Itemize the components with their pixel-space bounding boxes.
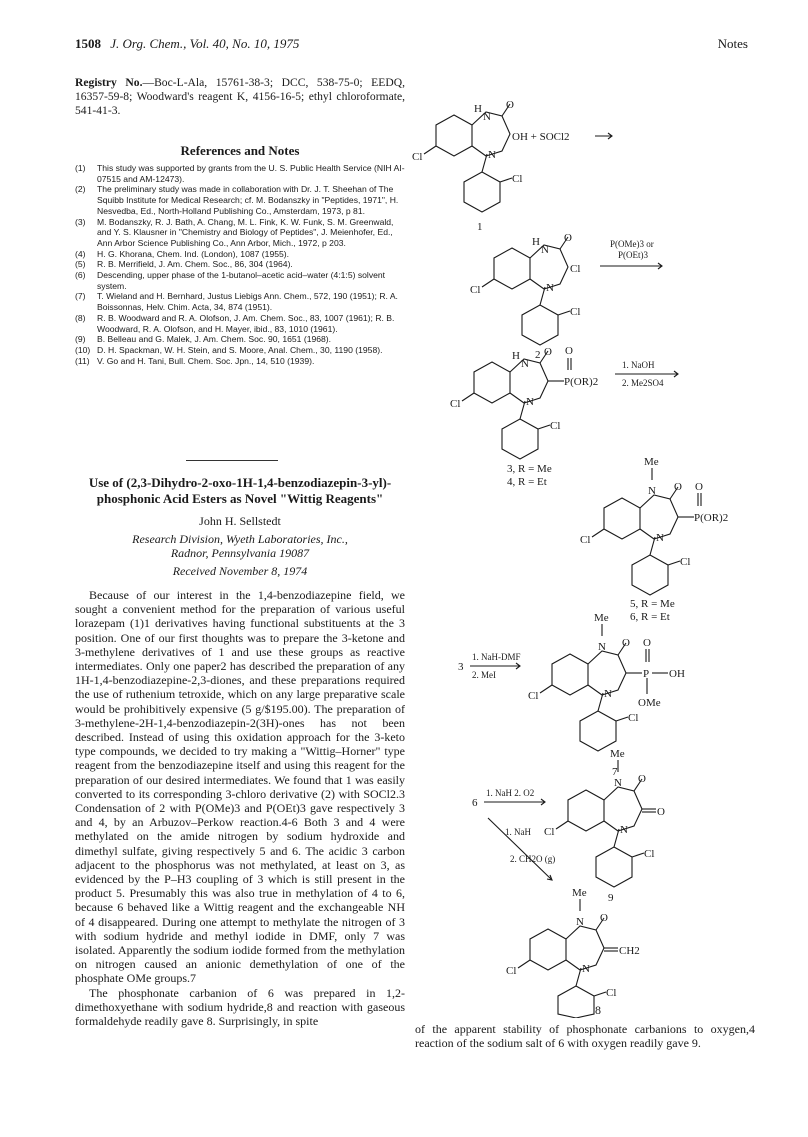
atom-Cl: Cl <box>550 420 561 432</box>
atom-N: N <box>488 149 496 161</box>
reference-item <box>75 291 405 312</box>
reference-text: D. H. Spackman, W. H. Stein, and S. Moore, Anal. Chem., 30, 1190 (1958). <box>97 344 383 355</box>
atom-Cl: Cl <box>570 306 581 318</box>
compound-label-7: 7 <box>612 766 618 778</box>
structure-3-4 <box>462 351 571 459</box>
atom-O: O <box>657 806 665 818</box>
reference-number: (3) <box>75 216 86 227</box>
reference-number: (11) <box>75 355 90 366</box>
section-divider <box>186 460 278 461</box>
atom-O: O <box>564 232 572 244</box>
atom-O: O <box>506 99 514 111</box>
registry-numbers <box>75 76 405 118</box>
atom-N: N <box>604 688 612 700</box>
affiliation <box>75 532 405 560</box>
reference-item <box>75 259 405 270</box>
atom-N: N <box>656 532 664 544</box>
reference-number: (4) <box>75 248 86 259</box>
paragraph: Because of our interest in the 1,4-benzodiazepine field, we sought a convenient method for the preparation of various useful lorazepam (1)1 derivatives having functional substituents at the 3 position. One of our first thoughts was to prepare the 3-ketone and 3-methylene derivatives of 1 and use these groups as reactive intermediates. Only one paper2 has described the preparation of any 1H-1,4-benzodiazepine-2,3-diones, and these preparations required the use of ruthenium tetroxide, which on any large preparative scale would be prohibitively expensive (5 g/$195.00). The preparation of 3-methylene-2H-1,4-benzodiazepin-2(3H)-ones has not been described. Instead of using this oxidation approach for the 3-keto type compounds, we decided to try making a "Wittig–Horner" type reagent from the benzodiazepine itself and using this reagent for the preparation of our desired intermediates. We found that 1 was easily converted to its corresponding 3-chloro derivative (2) with SOCl2.3 Condensation of 2 with P(OMe)3 and P(OEt)3 gave respectively 3 and 4, by an Arbuzov–Perkow reaction.4-6 Both 3 and 4 were methylated on the amide nitrogen by sodium hydroxide and dimethyl sulfate, giving respectively 5 and 6. The acidic 3 carbon adjacent to the phosphorus was not methylated, at least on 3, as evidenced by the P–H3 coupling of 3 which is still present in the product 5. Presumably this was also true in methylation of 4 to 6, because 6 behaved like a Wittig reagent and the exchangeable NH of 4 disappeared. During one attempt to methylate the nitrogen of 3 with sodium hydride and methyl iodide in DMF, only 7 was isolated. Apparently the sodium iodide formed from the methylation on nitrogen caused an anionic demethylation of one of the phosphate OMe groups.7 <box>75 588 405 986</box>
compound-label-9: 9 <box>608 892 614 904</box>
reference-item <box>75 334 405 345</box>
reagent: 1. NaH 2. O2 <box>486 788 535 798</box>
reference-text: M. Bodanszky, R. J. Bath, A. Chang, M. L. Fink, K. W. Funk, S. M. Greenwald, and Y. S. Klausner in "Chemistry and Biology of Peptides", J. Meienhofer, Ed., Ann Arbor Science Publishing Co., Ann Arbor, Mich., 1972, p 203. <box>97 216 394 248</box>
section-label: Notes <box>717 36 748 51</box>
atom-N: N <box>598 641 606 653</box>
atom-N: N <box>648 485 656 497</box>
atom-N: N <box>614 777 622 789</box>
body-column-right <box>415 1022 755 1050</box>
atom-N: N <box>521 358 529 370</box>
compound-label-1: 1 <box>477 221 483 233</box>
reference-item <box>75 345 405 356</box>
reference-text: Descending, upper phase of the 1-butanol–acetic acid–water (4:1:5) solvent system. <box>97 270 386 291</box>
registry-text: —Boc-L-Ala, 15761-38-3; DCC, 538-75-0; EEDQ, 16357-59-8; Woodward's reagent K, 4156-16-5; ethyl chloroformate, 541-41-3. <box>75 76 405 117</box>
reaction-scheme <box>410 96 795 1018</box>
article-title: Use of (2,3-Dihydro-2-oxo-1H-1,4-benzodiazepin-3-yl)-phosphonic Acid Esters as Novel "Wittig Reagents" <box>88 475 392 506</box>
reference-item <box>75 163 405 184</box>
atom-Cl: Cl <box>644 848 655 860</box>
affiliation-line-1: Research Division, Wyeth Laboratories, Inc., <box>132 532 348 546</box>
paragraph: The phosphonate carbanion of 6 was prepared in 1,2-dimethoxyethane with sodium hydride,8 and reaction with gaseous formaldehyde readily gave 8. Surprisingly, in spite <box>75 985 405 1029</box>
atom-Cl: Cl <box>450 398 461 410</box>
phosphonate-group: P(OR)2 <box>694 512 729 524</box>
compound-label-6: 6, R = Et <box>630 611 670 623</box>
structure-2 <box>482 237 570 345</box>
atom-Cl: Cl <box>628 712 639 724</box>
compound-label-4: 4, R = Et <box>507 476 547 488</box>
reference-item <box>75 184 405 216</box>
atom-N: N <box>546 282 554 294</box>
references-list <box>75 163 405 366</box>
atom-Cl: Cl <box>528 690 539 702</box>
reference-number: (8) <box>75 312 86 323</box>
atom-O: O <box>622 637 630 649</box>
compound-1-substituent: OH + SOCl2 <box>512 131 570 143</box>
atom-Me: Me <box>594 612 609 624</box>
atom-N: N <box>620 824 628 836</box>
paragraph: of the apparent stability of phosphonate carbanions to oxygen,4 reaction of the sodium salt of 6 with oxygen readily gave 9. <box>415 1022 755 1051</box>
starting-compound: 3 <box>458 661 464 673</box>
reagent: 1. NaH-DMF <box>472 652 521 662</box>
page-number: 1508 <box>75 36 101 51</box>
reference-text: R. B. Woodward and R. A. Olofson, J. Am. Chem. Soc., 83, 1007 (1961); R. B. Woodward, R. A. Olofson, and H. Mayer, ibid., 83, 1010 (1961). <box>97 312 395 334</box>
reference-number: (5) <box>75 259 86 270</box>
reference-text: B. Belleau and G. Malek, J. Am. Chem. Soc. 90, 1651 (1968). <box>97 334 332 345</box>
reference-item <box>75 249 405 260</box>
reference-text: T. Wieland and H. Bernhard, Justus Liebigs Ann. Chem., 572, 190 (1951); R. A. Boissonnas, Helv. Chim. Acta, 34, 874 (1951). <box>97 291 398 313</box>
reference-number: (9) <box>75 334 86 345</box>
compound-2-substituent: Cl <box>570 263 581 275</box>
author: John H. Sellstedt <box>199 514 281 528</box>
compound-label-8: 8 <box>595 1003 601 1017</box>
body-column-left <box>75 588 405 1028</box>
atom-P: P <box>643 668 650 680</box>
compound-label-3: 3, R = Me <box>507 463 552 475</box>
reference-text: The preliminary study was made in collaboration with Dr. J. T. Sheehan of The Squibb Institute for Medical Research; cf. M. Bodanszky in "Peptides, 1971", H. Nesvedba, Ed., North-Holland Publishing Co., Amsterdam, 1973, p 81. <box>97 184 399 216</box>
reference-item <box>75 270 405 291</box>
atom-Cl: Cl <box>506 965 517 977</box>
reference-text: V. Go and H. Tani, Bull. Chem. Soc. Jpn., 14, 510 (1939). <box>97 355 315 366</box>
reference-number: (1) <box>75 163 86 173</box>
atom-Cl: Cl <box>544 826 555 838</box>
reference-text: R. B. Merrifield, J. Am. Chem. Soc., 86, 304 (1964). <box>97 259 293 270</box>
reference-item <box>75 313 405 334</box>
references-heading: References and Notes <box>180 143 300 158</box>
atom-O: O <box>638 773 646 785</box>
atom-Cl: Cl <box>680 556 691 568</box>
atom-Me: Me <box>644 456 659 468</box>
structure-5-6 <box>592 468 701 595</box>
affiliation-line-2: Radnor, Pennsylvania 19087 <box>170 546 310 560</box>
journal-citation: J. Org. Chem., Vol. 40, No. 10, 1975 <box>110 36 300 51</box>
atom-N: N <box>576 916 584 928</box>
reagent: P(OEt)3 <box>618 250 648 260</box>
atom-H: H <box>512 350 520 362</box>
structure-1 <box>424 104 512 212</box>
atom-O: O <box>695 481 703 493</box>
compound-label-5: 5, R = Me <box>630 598 675 610</box>
reagent: 1. NaH <box>505 827 531 837</box>
methylene-group: CH2 <box>619 945 640 957</box>
reference-text: H. G. Khorana, Chem. Ind. (London), 1087 (1955). <box>97 248 290 259</box>
compound-label-2: 2 <box>535 349 541 361</box>
atom-Me: Me <box>572 887 587 899</box>
atom-H: H <box>532 236 540 248</box>
atom-N: N <box>483 111 491 123</box>
reference-number: (7) <box>75 291 86 302</box>
reagent: 2. CH2O (g) <box>510 854 556 864</box>
atom-H: H <box>474 103 482 115</box>
atom-Cl: Cl <box>412 151 423 163</box>
reagent: 2. Me2SO4 <box>622 378 664 388</box>
atom-O: O <box>544 346 552 358</box>
methoxy-group: OMe <box>638 697 661 709</box>
atom-Cl: Cl <box>470 284 481 296</box>
reagent: 1. NaOH <box>622 360 655 370</box>
atom-N: N <box>541 244 549 256</box>
reference-number: (6) <box>75 270 86 281</box>
atom-O: O <box>565 345 573 357</box>
atom-O: O <box>643 637 651 649</box>
running-header <box>75 36 299 52</box>
atom-Cl: Cl <box>512 173 523 185</box>
registry-label: Registry No. <box>75 76 143 89</box>
atom-Cl: Cl <box>606 987 617 999</box>
hydroxyl-group: OH <box>669 668 685 680</box>
atom-Cl: Cl <box>580 534 591 546</box>
starting-compound: 6 <box>472 797 478 809</box>
reference-number: (2) <box>75 184 86 195</box>
reference-item <box>75 217 405 249</box>
atom-N: N <box>582 963 590 975</box>
phosphonate-group: P(OR)2 <box>564 376 599 388</box>
atom-O: O <box>600 912 608 924</box>
atom-N: N <box>526 396 534 408</box>
reagent: 2. MeI <box>472 670 496 680</box>
reagent: P(OMe)3 or <box>610 239 654 249</box>
atom-O: O <box>674 481 682 493</box>
reference-item <box>75 356 405 367</box>
atom-Me: Me <box>610 748 625 760</box>
reference-text: This study was supported by grants from the U. S. Public Health Service (NIH AI-07515 and AM-12473). <box>97 163 405 184</box>
reference-number: (10) <box>75 344 91 355</box>
received-date: Received November 8, 1974 <box>172 564 308 578</box>
